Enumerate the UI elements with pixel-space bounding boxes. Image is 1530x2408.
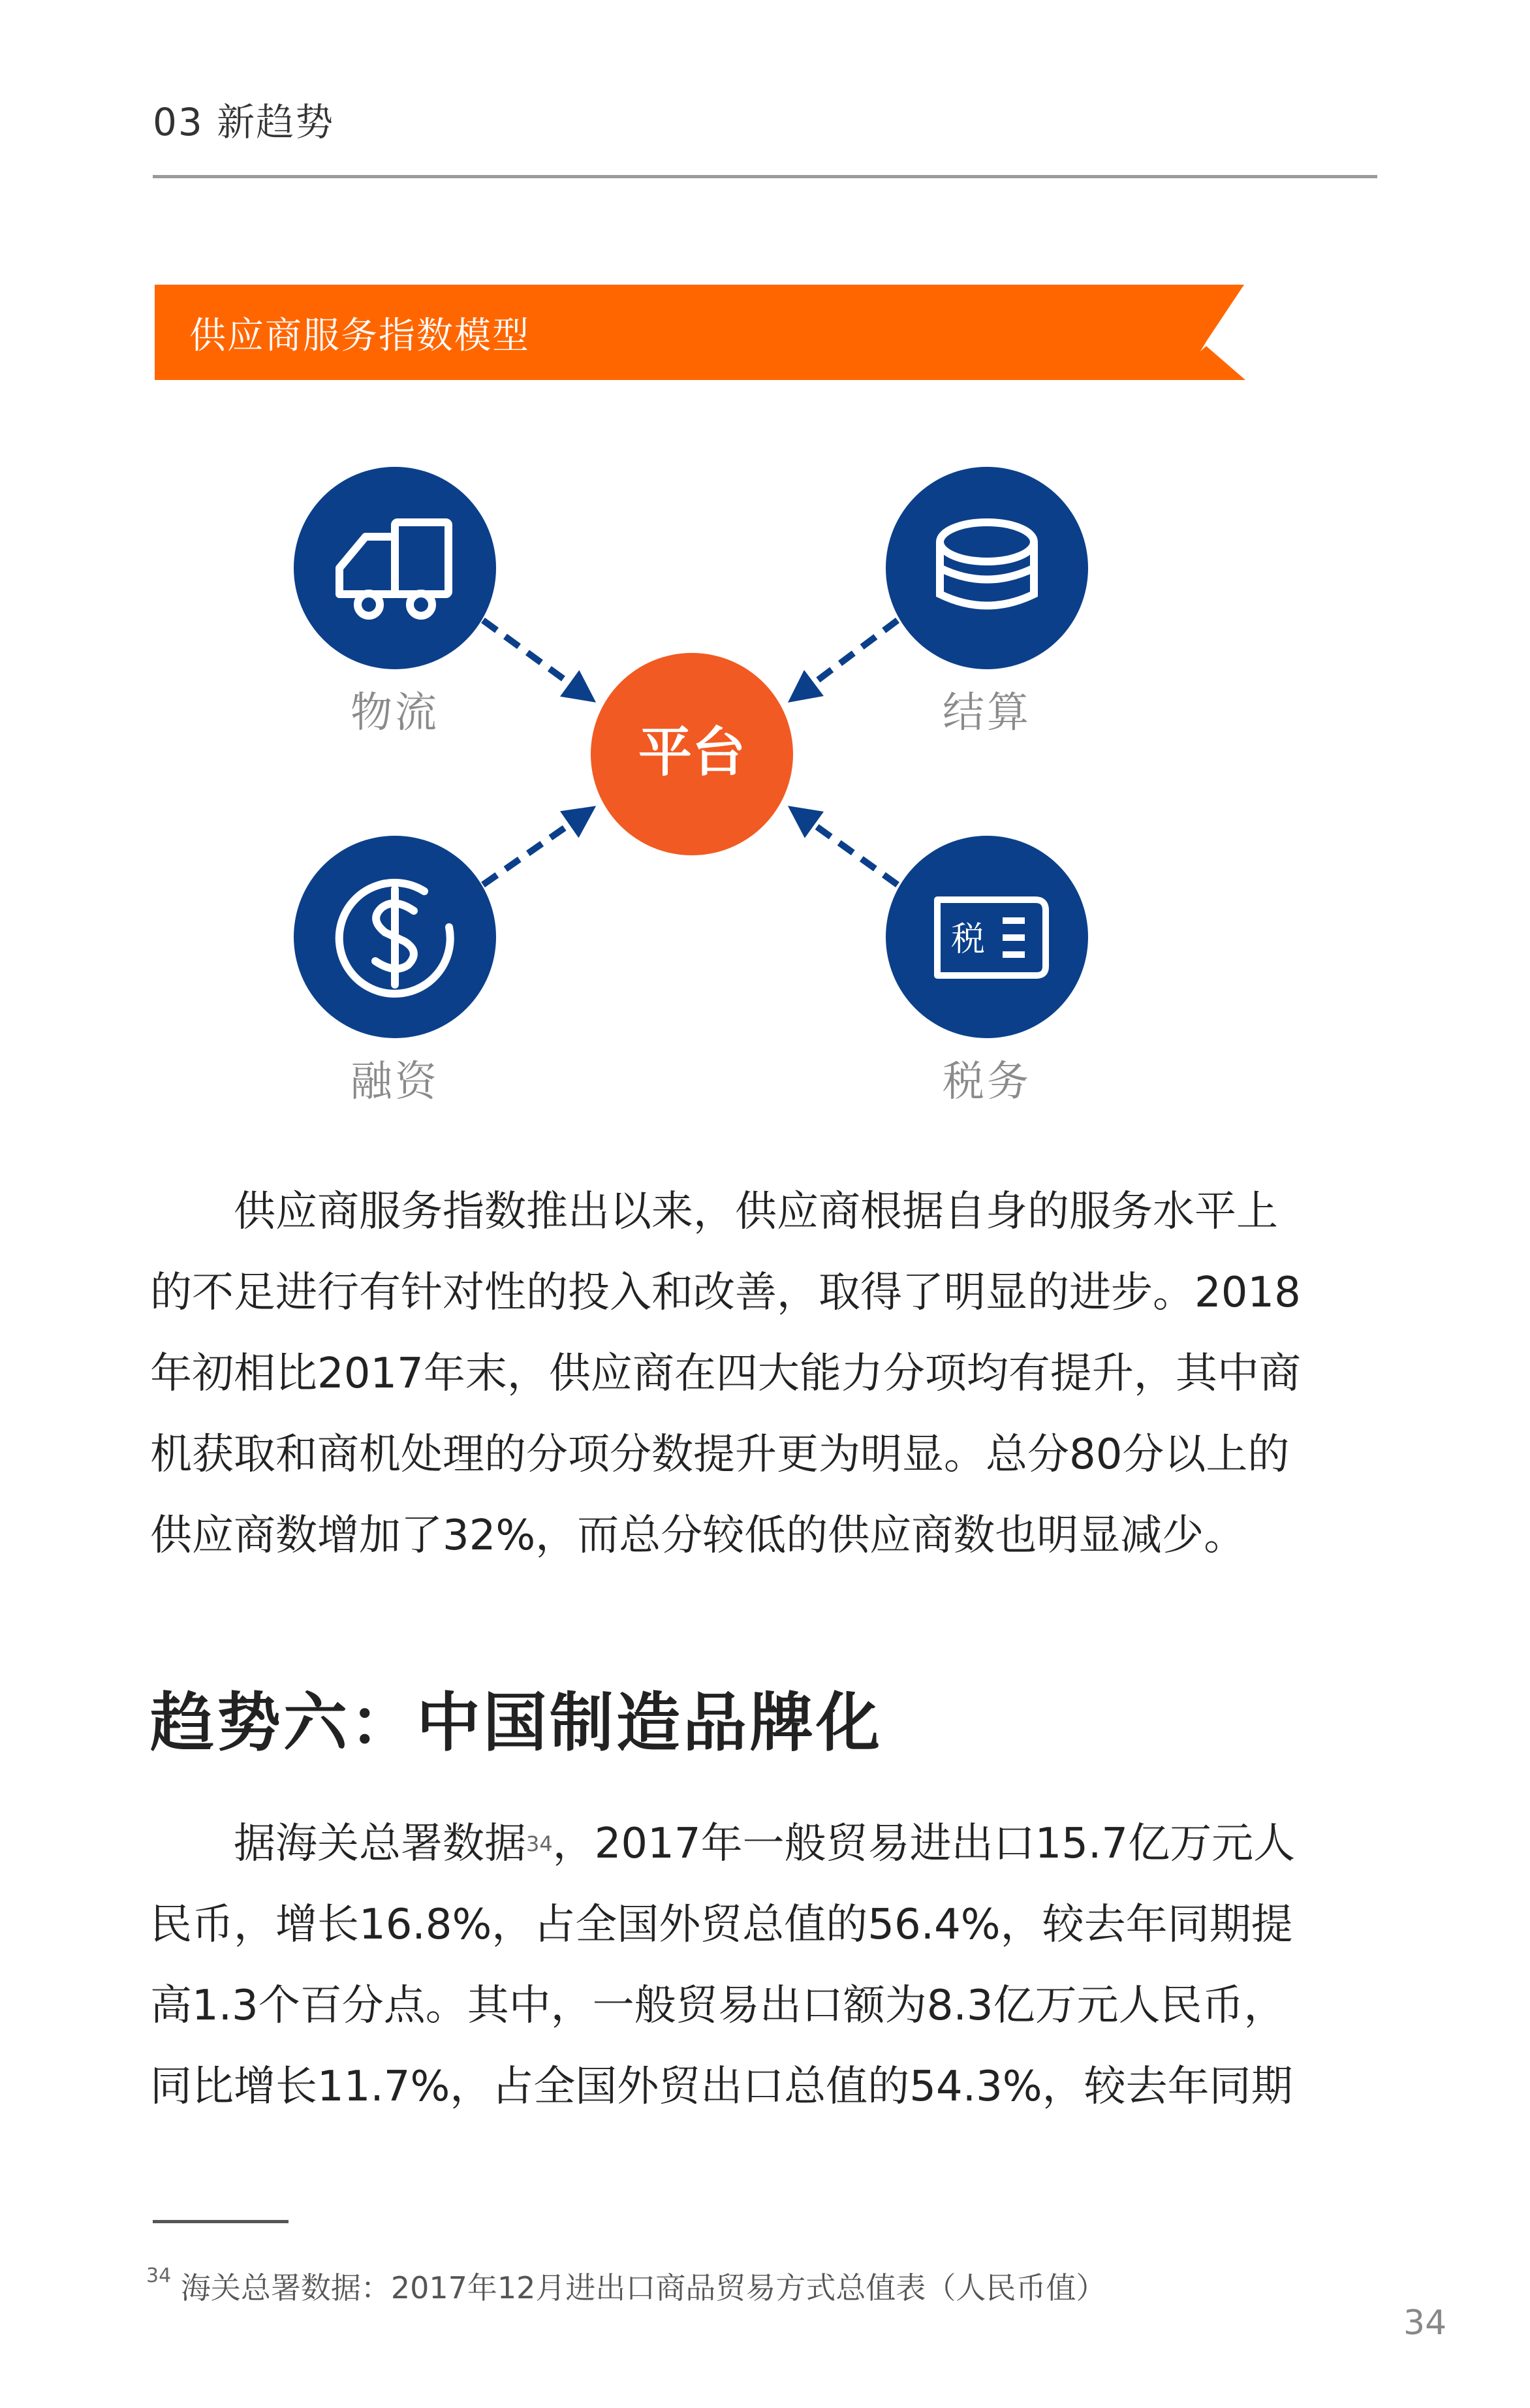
- node-label-tax: 税务: [943, 1058, 1031, 1106]
- text-line: 高1.3个百分点。其中，一般贸易出口额为8.3亿万元人民币，: [150, 1982, 1286, 2030]
- text-line: 的不足进行有针对性的投入和改善，取得了明显的进步。2018: [150, 1269, 1301, 1317]
- node-settlement: [886, 467, 1088, 669]
- arrow-settlement: [793, 620, 898, 699]
- service-index-diagram: [0, 0, 1530, 1143]
- footnote: [146, 2264, 1106, 2307]
- text-line: [150, 1803, 1384, 1884]
- paragraph-service-index: [150, 1171, 1384, 1576]
- node-label-financing: 融资: [351, 1058, 439, 1106]
- footnote-ref[interactable]: 34: [526, 1831, 553, 1856]
- node-label-settlement: 结算: [943, 689, 1031, 737]
- text-segment: 据海关总署数据: [234, 1820, 526, 1868]
- banner-title: 供应商服务指数模型: [189, 315, 530, 357]
- text-line: 供应商数增加了32%，而总分较低的供应商数也明显减少。: [150, 1512, 1246, 1560]
- page-number: 34: [1403, 2304, 1447, 2343]
- footnote-divider: [153, 2220, 289, 2223]
- node-label-logistics: 物流: [351, 689, 439, 737]
- section-title: 03 新趋势: [153, 100, 335, 144]
- center-label: 平台: [638, 721, 746, 784]
- arrow-financing: [483, 810, 591, 885]
- text-line: 机获取和商机处理的分项分数提升更为明显。总分80分以上的: [150, 1431, 1290, 1479]
- node-tax: [886, 836, 1088, 1038]
- text-line: 民币，增长16.8%，占全国外贸总值的56.4%，较去年同期提: [150, 1901, 1293, 1949]
- tax-icon-glyph: 税: [950, 920, 986, 959]
- text-line: 供应商服务指数推出以来，供应商根据自身的服务水平上: [234, 1188, 1278, 1236]
- text-segment: ，2017年一般贸易进出口15.7亿万元人: [552, 1820, 1296, 1868]
- text-line: 年初相比2017年末，供应商在四大能力分项均有提升，其中商: [150, 1350, 1301, 1398]
- text-line: 同比增长11.7%，占全国外贸出口总值的54.3%，较去年同期: [150, 2063, 1293, 2111]
- arrow-tax: [793, 810, 898, 885]
- footnote-number: 34: [146, 2264, 172, 2287]
- footnote-text: 海关总署数据：2017年12月进出口商品贸易方式总值表（人民币值）: [180, 2270, 1106, 2305]
- arrow-logistics: [483, 620, 591, 699]
- trend-heading: 趋势六：中国制造品牌化: [150, 1686, 883, 1760]
- paragraph-customs-data: [150, 1803, 1384, 2127]
